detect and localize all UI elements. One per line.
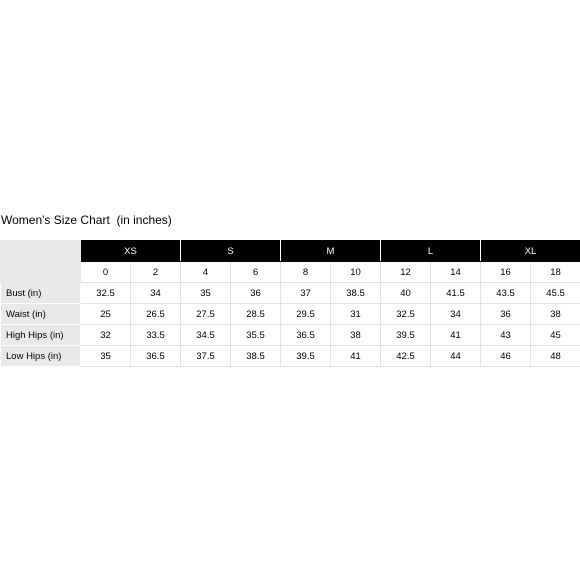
size-number: 2 bbox=[131, 262, 181, 283]
table-cell: 26.5 bbox=[131, 304, 181, 325]
table-cell: 33.5 bbox=[131, 325, 181, 346]
table-cell: 32.5 bbox=[381, 304, 431, 325]
table-cell: 34 bbox=[431, 304, 481, 325]
table-cell: 43.5 bbox=[481, 283, 531, 304]
table-cell: 35.5 bbox=[231, 325, 281, 346]
table-cell: 45 bbox=[531, 325, 580, 346]
table-cell: 34.5 bbox=[181, 325, 231, 346]
size-number-row bbox=[1, 262, 580, 283]
size-group-xs: XS bbox=[81, 241, 181, 262]
table-cell: 39.5 bbox=[281, 346, 331, 367]
table-cell: 32 bbox=[81, 325, 131, 346]
size-number: 16 bbox=[481, 262, 531, 283]
table-cell: 35 bbox=[81, 346, 131, 367]
size-chart-table bbox=[0, 240, 580, 367]
row-label: Bust (in) bbox=[1, 283, 81, 304]
table-row-low-hips bbox=[1, 346, 580, 367]
table-row-waist bbox=[1, 304, 580, 325]
size-group-header-row bbox=[1, 241, 580, 262]
table-cell: 34 bbox=[131, 283, 181, 304]
size-group-l: L bbox=[381, 241, 481, 262]
table-cell: 29.5 bbox=[281, 304, 331, 325]
table-cell: 41 bbox=[431, 325, 481, 346]
table-cell: 40 bbox=[381, 283, 431, 304]
table-cell: 39.5 bbox=[381, 325, 431, 346]
size-number: 8 bbox=[281, 262, 331, 283]
size-number: 12 bbox=[381, 262, 431, 283]
table-cell: 31 bbox=[331, 304, 381, 325]
table-row-high-hips bbox=[1, 325, 580, 346]
table-cell: 36 bbox=[481, 304, 531, 325]
table-cell: 27.5 bbox=[181, 304, 231, 325]
table-cell: 46 bbox=[481, 346, 531, 367]
size-number: 14 bbox=[431, 262, 481, 283]
chart-title: Women's Size Chart (in inches) bbox=[1, 213, 172, 227]
table-cell: 41 bbox=[331, 346, 381, 367]
table-cell: 42.5 bbox=[381, 346, 431, 367]
table-cell: 35 bbox=[181, 283, 231, 304]
size-number: 4 bbox=[181, 262, 231, 283]
row-label: Waist (in) bbox=[1, 304, 81, 325]
size-number: 0 bbox=[81, 262, 131, 283]
table-cell: 45.5 bbox=[531, 283, 580, 304]
table-cell: 36.5 bbox=[131, 346, 181, 367]
table-cell: 25 bbox=[81, 304, 131, 325]
table-cell: 36 bbox=[231, 283, 281, 304]
size-group-m: M bbox=[281, 241, 381, 262]
size-group-xl: XL bbox=[481, 241, 580, 262]
size-number: 18 bbox=[531, 262, 580, 283]
size-number: 10 bbox=[331, 262, 381, 283]
table-corner bbox=[1, 241, 81, 283]
table-cell: 44 bbox=[431, 346, 481, 367]
size-group-s: S bbox=[181, 241, 281, 262]
table-cell: 38.5 bbox=[331, 283, 381, 304]
table-cell: 32.5 bbox=[81, 283, 131, 304]
table-cell: 37 bbox=[281, 283, 331, 304]
row-label: Low Hips (in) bbox=[1, 346, 81, 367]
table-cell: 37.5 bbox=[181, 346, 231, 367]
table-cell: 41.5 bbox=[431, 283, 481, 304]
table-cell: 38 bbox=[531, 304, 580, 325]
size-number: 6 bbox=[231, 262, 281, 283]
row-label: High Hips (in) bbox=[1, 325, 81, 346]
table-cell: 43 bbox=[481, 325, 531, 346]
table-cell: 28.5 bbox=[231, 304, 281, 325]
table-cell: 38.5 bbox=[231, 346, 281, 367]
table-row-bust bbox=[1, 283, 580, 304]
table-cell: 48 bbox=[531, 346, 580, 367]
table-cell: 38 bbox=[331, 325, 381, 346]
table-cell: 36.5 bbox=[281, 325, 331, 346]
